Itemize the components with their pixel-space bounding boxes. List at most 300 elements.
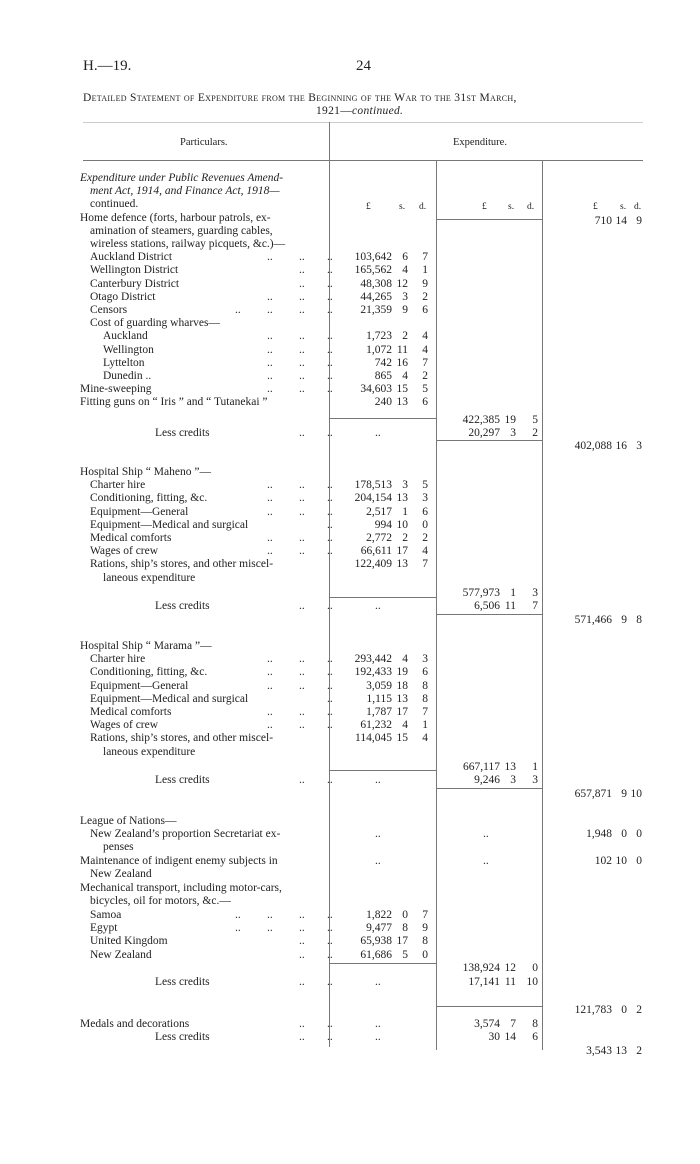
- particulars-row: Lyttelton: [103, 356, 145, 369]
- page-number: 24: [356, 58, 371, 74]
- leader-dots: ..: [299, 304, 305, 316]
- leader-dots: ..: [299, 492, 305, 505]
- carried-total-pounds: 710: [594, 215, 612, 227]
- maheno-item-amount-shillings: 17: [396, 545, 408, 558]
- leader-dots: ..: [267, 356, 273, 369]
- maheno-item-amount-pounds: 178,513: [354, 479, 392, 492]
- home-defence-credits-shillings: 3: [510, 427, 516, 439]
- marama-item: Equipment—Medical and surgical: [90, 692, 249, 705]
- transport-item-amount-pence: 9: [422, 922, 428, 935]
- transport-item-amount-shillings: 5: [402, 948, 408, 961]
- leader-dots: ..: [267, 909, 273, 921]
- amount-col1-pounds: 865: [374, 370, 392, 382]
- marama-item-amount-shillings: 17: [396, 706, 408, 718]
- leader-dots: ..: [299, 1018, 305, 1030]
- marama-item: Charter hire: [90, 653, 146, 666]
- amount-col1-shillings: 13: [396, 396, 408, 409]
- maheno-item-amount-pounds: 122,409: [354, 558, 392, 571]
- leader-dots: ..: [327, 706, 333, 718]
- leader-dots: ..: [299, 679, 305, 692]
- transport-item-amount-shillings: 8: [402, 922, 408, 935]
- leader-dots: ..: [299, 653, 305, 666]
- leader-dots: ..: [299, 774, 305, 786]
- amount-col1-pounds: 48,308: [360, 277, 392, 290]
- particulars-row: Cost of guarding wharves—: [90, 317, 220, 330]
- amount-col1-pence: 7: [422, 251, 428, 264]
- leader-dots: ..: [327, 935, 333, 948]
- medals-net-pounds: 3,543: [586, 1045, 612, 1057]
- leader-dots: ..: [327, 692, 333, 705]
- home-defence-total-pence: 5: [532, 414, 538, 426]
- amount-col1-pence: 6: [422, 396, 428, 409]
- marama-item-amount-pounds: 3,059: [366, 679, 392, 692]
- medals-amount-shillings: 7: [510, 1018, 516, 1030]
- leader-dots: ..: [267, 666, 273, 679]
- maheno-net-pence: 8: [636, 614, 642, 626]
- rule: [330, 963, 436, 964]
- marama-item-amount-pounds: 61,232: [360, 719, 392, 732]
- particulars-row: Auckland District: [90, 251, 173, 264]
- leader-dots: ..: [299, 976, 305, 988]
- leader-dots: ..: [327, 251, 333, 264]
- transport-credits-pounds: 17,141: [468, 976, 500, 988]
- maheno-item-amount-pence: 2: [422, 532, 428, 544]
- particulars-row: Censors: [90, 304, 128, 316]
- amount-col1-shillings: 4: [402, 264, 408, 277]
- maheno-net-pounds: 571,466: [574, 614, 612, 626]
- leader-dots: ..: [299, 330, 305, 343]
- home-defence-credits-pence: 2: [532, 427, 538, 439]
- amount-col1-shillings: 12: [396, 277, 408, 290]
- maheno-item-amount-shillings: 3: [402, 479, 408, 492]
- amount-col1-pounds: 21,359: [360, 304, 392, 316]
- marama-item: Wages of crew: [90, 719, 159, 732]
- marama-net-pence: 10: [630, 788, 642, 800]
- home-defence-total-shillings: 19: [504, 414, 516, 426]
- maheno-item: Equipment—Medical and surgical: [90, 518, 249, 531]
- leader-dots: ..: [483, 855, 489, 867]
- transport-item-amount-pence: 7: [422, 909, 428, 921]
- transport-net-pounds: 121,783: [574, 1004, 612, 1016]
- leader-dots: ..: [267, 719, 273, 732]
- maheno-total-pounds: 577,973: [462, 587, 500, 599]
- amount-col1-shillings: 2: [402, 330, 408, 343]
- medals-amount-pounds: 3,574: [474, 1018, 500, 1030]
- amount-col1-pence: 9: [422, 277, 428, 290]
- home-defence-net-shillings: 16: [615, 440, 627, 452]
- leader-dots: ..: [327, 600, 333, 612]
- leader-dots: ..: [327, 653, 333, 666]
- medals-credits-pence: 6: [532, 1031, 538, 1043]
- leader-dots: ..: [299, 479, 305, 492]
- marama-item: Conditioning, fitting, &c.: [90, 666, 208, 679]
- home-defence-total-pounds: 422,385: [462, 414, 500, 426]
- marama-item-amount-pence: 7: [422, 706, 428, 718]
- transport-total-shillings: 12: [504, 962, 516, 974]
- leader-dots: ..: [327, 948, 333, 961]
- rule: [330, 418, 436, 419]
- rule: [330, 597, 436, 598]
- marama-item-amount-shillings: 4: [402, 653, 408, 666]
- marama-item-amount-shillings: 15: [396, 732, 408, 745]
- particulars-row: Mine-sweeping: [80, 383, 152, 396]
- transport-item-amount-pounds: 1,822: [366, 909, 392, 921]
- marama-total-pounds: 667,117: [463, 761, 500, 773]
- home-defence-net-pounds: 402,088: [574, 440, 612, 452]
- transport-net-pence: 2: [636, 1004, 642, 1016]
- leader-dots: ..: [267, 706, 273, 718]
- leader-dots: ..: [235, 922, 241, 935]
- maheno-item: Wages of crew: [90, 545, 159, 558]
- rule: [330, 770, 436, 771]
- leader-dots: ..: [267, 479, 273, 492]
- maheno-item: Medical comforts: [90, 532, 172, 544]
- leader-dots: ..: [327, 922, 333, 935]
- leader-dots: ..: [267, 505, 273, 518]
- maheno-total-shillings: 1: [510, 587, 516, 599]
- leader-dots: ..: [267, 545, 273, 558]
- transport-total-pounds: 138,924: [462, 962, 500, 974]
- leader-dots: ..: [327, 370, 333, 382]
- medals-label: Medals and decorations: [80, 1018, 190, 1030]
- leader-dots: ..: [299, 922, 305, 935]
- particulars-row: Home defence (forts, harbour patrols, ex-: [80, 211, 271, 224]
- amount-col1-pounds: 34,603: [360, 383, 392, 396]
- transport-item: Egypt: [90, 922, 118, 935]
- maheno-item-amount-pence: 7: [422, 558, 428, 571]
- maheno-item: Conditioning, fitting, &c.: [90, 492, 208, 505]
- transport-item-amount-pounds: 65,938: [360, 935, 392, 948]
- marama-item-amount-pence: 4: [422, 732, 428, 745]
- leader-dots: ..: [267, 492, 273, 505]
- marama-item: laneous expenditure: [103, 745, 196, 758]
- maheno-item: Rations, ship’s stores, and other miscel-: [90, 558, 274, 571]
- marama-item-amount-pence: 6: [422, 666, 428, 679]
- leader-dots: ..: [483, 828, 489, 840]
- medals-credits-pounds: 30: [488, 1031, 500, 1043]
- maheno-item-amount-pence: 4: [422, 545, 428, 558]
- less-credits-label: Less credits: [155, 774, 210, 786]
- rule: [437, 788, 542, 789]
- transport-item: New Zealand: [90, 948, 152, 961]
- leader-dots: ..: [267, 343, 273, 356]
- leader-dots: ..: [327, 505, 333, 518]
- amount-col1-shillings: 9: [402, 304, 408, 316]
- particulars-row: Fitting guns on “ Iris ” and “ Tutanekai ”: [80, 396, 268, 409]
- transport-net-shillings: 0: [621, 1004, 627, 1016]
- leader-dots: ..: [327, 304, 333, 316]
- maheno-item: laneous expenditure: [103, 571, 196, 584]
- rule: [437, 1006, 542, 1007]
- carried-total-pence: 9: [636, 215, 642, 227]
- leader-dots: ..: [299, 545, 305, 558]
- marama-item-amount-shillings: 13: [396, 692, 408, 705]
- amount-col1-pounds: 1,723: [366, 330, 392, 343]
- leader-dots: ..: [327, 679, 333, 692]
- maheno-item-amount-shillings: 13: [396, 492, 408, 505]
- amount-col1-shillings: 15: [396, 383, 408, 396]
- maheno-total-pence: 3: [532, 587, 538, 599]
- marama-item: Equipment—General: [90, 679, 189, 692]
- leader-dots: ..: [299, 948, 305, 961]
- marama-item-amount-pounds: 114,045: [355, 732, 392, 745]
- unit-shilling-col1: s.: [399, 202, 406, 212]
- column-header-particulars: Particulars.: [180, 137, 228, 148]
- amount-col1-shillings: 4: [402, 370, 408, 382]
- marama-item-amount-pence: 1: [422, 719, 428, 732]
- particulars-row: Canterbury District: [90, 277, 180, 290]
- amount-col1-shillings: 3: [402, 290, 408, 303]
- amount-col1-pounds: 742: [374, 356, 392, 369]
- leader-dots: ..: [299, 935, 305, 948]
- amount-col1-pounds: 44,265: [360, 290, 392, 303]
- maheno-credits-shillings: 11: [504, 600, 516, 612]
- leader-dots: ..: [327, 518, 333, 531]
- leader-dots: ..: [299, 706, 305, 718]
- maheno-item: Charter hire: [90, 479, 146, 492]
- marama-credits-shillings: 3: [510, 774, 516, 786]
- leader-dots: ..: [327, 1018, 333, 1030]
- leader-dots: ..: [267, 532, 273, 544]
- league-amount-pounds: 1,948: [586, 828, 612, 840]
- leader-dots: ..: [327, 976, 333, 988]
- leader-dots: ..: [235, 304, 241, 316]
- amount-col1-pounds: 1,072: [366, 343, 392, 356]
- leader-dots: ..: [299, 600, 305, 612]
- leader-dots: ..: [299, 383, 305, 396]
- transport-item-amount-shillings: 0: [402, 909, 408, 921]
- statement-title-line2: 1921—continued.: [316, 105, 404, 117]
- transport-item-amount-pounds: 61,686: [360, 948, 392, 961]
- leader-dots: ..: [327, 330, 333, 343]
- leader-dots: ..: [299, 909, 305, 921]
- transport-item: United Kingdom: [90, 935, 168, 948]
- league-line: New Zealand’s proportion Secretariat ex-: [90, 828, 281, 840]
- leader-dots: ..: [327, 532, 333, 544]
- leader-dots: ..: [299, 1031, 305, 1043]
- unit-pound-col1: £: [366, 202, 371, 212]
- league-line: penses: [103, 841, 134, 853]
- maheno-item-amount-pence: 3: [422, 492, 428, 505]
- particulars-row: amination of steamers, guarding cables,: [90, 224, 273, 237]
- transport-item-amount-pence: 8: [422, 935, 428, 948]
- maheno-item-amount-pounds: 994: [374, 518, 392, 531]
- leader-dots: ..: [267, 922, 273, 935]
- marama-total-pence: 1: [532, 761, 538, 773]
- leader-dots: ..: [327, 427, 333, 439]
- leader-dots: ..: [375, 976, 381, 988]
- maheno-net-shillings: 9: [621, 614, 627, 626]
- leader-dots: ..: [327, 545, 333, 558]
- leader-dots: ..: [267, 304, 273, 316]
- marama-item-amount-pounds: 1,115: [366, 692, 392, 705]
- indigent-line: New Zealand: [90, 868, 152, 880]
- maheno-item-amount-pence: 5: [422, 479, 428, 492]
- transport-item-amount-shillings: 17: [396, 935, 408, 948]
- particulars-row: ment Act, 1914, and Finance Act, 1918—: [90, 185, 280, 198]
- leader-dots: ..: [267, 290, 273, 303]
- maheno-credits-pounds: 6,506: [474, 600, 500, 612]
- marama-item-amount-shillings: 19: [396, 666, 408, 679]
- less-credits-label: Less credits: [155, 1031, 210, 1043]
- marama-item-amount-pence: 3: [422, 653, 428, 666]
- rule: [437, 614, 542, 615]
- leader-dots: ..: [299, 277, 305, 290]
- unit-pence-col1: d.: [419, 202, 427, 212]
- leader-dots: ..: [375, 1018, 381, 1030]
- amount-col1-pence: 5: [422, 383, 428, 396]
- leader-dots: ..: [375, 828, 381, 840]
- unit-pound-col3: £: [593, 202, 598, 212]
- leader-dots: ..: [299, 356, 305, 369]
- marama-item-amount-pounds: 192,433: [354, 666, 392, 679]
- less-credits-label: Less credits: [155, 600, 210, 612]
- marama-credits-pence: 3: [532, 774, 538, 786]
- leader-dots: ..: [327, 774, 333, 786]
- leader-dots: ..: [299, 532, 305, 544]
- leader-dots: ..: [299, 290, 305, 303]
- rule: [437, 219, 542, 220]
- leader-dots: ..: [267, 370, 273, 382]
- marama-item-amount-pence: 8: [422, 692, 428, 705]
- marama-item: Medical comforts: [90, 706, 172, 718]
- rule: [437, 440, 542, 441]
- leader-dots: ..: [327, 479, 333, 492]
- carried-total-shillings: 14: [615, 215, 627, 227]
- amount-col1-pence: 4: [422, 330, 428, 343]
- leader-dots: ..: [267, 383, 273, 396]
- particulars-row: Wellington: [103, 343, 154, 356]
- leader-dots: ..: [299, 264, 305, 277]
- leader-dots: ..: [327, 1031, 333, 1043]
- leader-dots: ..: [327, 492, 333, 505]
- leader-dots: ..: [375, 427, 381, 439]
- leader-dots: ..: [327, 666, 333, 679]
- leader-dots: ..: [375, 855, 381, 867]
- transport-item: Samoa: [90, 909, 122, 921]
- unit-pence-col2: d.: [527, 202, 535, 212]
- leader-dots: ..: [327, 290, 333, 303]
- particulars-row: Otago District: [90, 290, 156, 303]
- marama-item: Rations, ship’s stores, and other miscel-: [90, 732, 274, 745]
- maheno-item-amount-pence: 0: [422, 518, 428, 531]
- leader-dots: ..: [327, 719, 333, 732]
- maheno-item-amount-pence: 6: [422, 505, 428, 518]
- amount-col1-pence: 2: [422, 290, 428, 303]
- column-header-expenditure: Expenditure.: [453, 137, 507, 148]
- medals-net-shillings: 13: [615, 1045, 627, 1057]
- maheno-item-amount-pounds: 2,517: [366, 505, 392, 518]
- particulars-row: Wellington District: [90, 264, 179, 277]
- transport-line: Mechanical transport, including motor-cars,: [80, 882, 282, 894]
- leader-dots: ..: [267, 330, 273, 343]
- indigent-amount-shillings: 10: [615, 855, 627, 867]
- leader-dots: ..: [299, 719, 305, 732]
- particulars-row: Auckland: [103, 330, 148, 343]
- amount-col1-pence: 4: [422, 343, 428, 356]
- marama-item-amount-shillings: 4: [402, 719, 408, 732]
- leader-dots: ..: [375, 774, 381, 786]
- league-amount-shillings: 0: [621, 828, 627, 840]
- leader-dots: ..: [327, 343, 333, 356]
- less-credits-label: Less credits: [155, 976, 210, 988]
- statement-title: Detailed Statement of Expenditure from the Beginning of the War to the 31st March,: [83, 92, 517, 104]
- leader-dots: ..: [375, 600, 381, 612]
- amount-col1-shillings: 16: [396, 356, 408, 369]
- indigent-line: Maintenance of indigent enemy subjects in: [80, 855, 278, 867]
- marama-credits-pounds: 9,246: [474, 774, 500, 786]
- amount-col1-pounds: 240: [374, 396, 392, 409]
- maheno-item-amount-pounds: 2,772: [366, 532, 392, 544]
- medals-amount-pence: 8: [532, 1018, 538, 1030]
- transport-line: bicycles, oil for motors, &c.—: [90, 895, 231, 907]
- marama-net-shillings: 9: [621, 788, 627, 800]
- particulars-row: wireless stations, railway picquets, &c.)—: [90, 238, 286, 250]
- maheno-title: Hospital Ship “ Maheno ”—: [80, 466, 211, 478]
- maheno-credits-pence: 7: [532, 600, 538, 612]
- amount-col1-pounds: 103,642: [354, 251, 392, 264]
- transport-total-pence: 0: [532, 962, 538, 974]
- leader-dots: ..: [299, 666, 305, 679]
- particulars-row: Dunedin ..: [103, 370, 152, 382]
- amount-col1-pence: 1: [422, 264, 428, 277]
- indigent-amount-pounds: 102: [594, 855, 612, 867]
- leader-dots: ..: [299, 370, 305, 382]
- document-reference: H.—19.: [83, 58, 132, 74]
- amount-col1-pence: 7: [422, 356, 428, 369]
- unit-shilling-col3: s.: [620, 202, 627, 212]
- maheno-item-amount-pounds: 66,611: [360, 545, 392, 558]
- maheno-item-amount-shillings: 1: [402, 505, 408, 518]
- medals-net-pence: 2: [636, 1045, 642, 1057]
- leader-dots: ..: [267, 653, 273, 666]
- maheno-item-amount-shillings: 13: [396, 558, 408, 571]
- leader-dots: ..: [267, 679, 273, 692]
- amount-col1-pence: 2: [422, 370, 428, 382]
- leader-dots: ..: [327, 356, 333, 369]
- leader-dots: ..: [375, 1031, 381, 1043]
- unit-shilling-col2: s.: [508, 202, 515, 212]
- transport-item-amount-pounds: 9,477: [366, 922, 392, 935]
- indigent-amount-pence: 0: [636, 855, 642, 867]
- transport-credits-pence: 10: [526, 976, 538, 988]
- leader-dots: ..: [327, 277, 333, 290]
- leader-dots: ..: [267, 251, 273, 264]
- amount-col1-pounds: 165,562: [354, 264, 392, 277]
- leader-dots: ..: [327, 383, 333, 396]
- amount-col1-shillings: 6: [402, 251, 408, 264]
- maheno-item-amount-shillings: 10: [396, 518, 408, 531]
- unit-pence-col3: d.: [634, 202, 642, 212]
- home-defence-net-pence: 3: [636, 440, 642, 452]
- amount-col1-pence: 6: [422, 304, 428, 316]
- marama-item-amount-shillings: 18: [396, 679, 408, 692]
- home-defence-credits-pounds: 20,297: [468, 427, 500, 439]
- maheno-item: Equipment—General: [90, 505, 189, 518]
- leader-dots: ..: [327, 909, 333, 921]
- transport-credits-shillings: 11: [504, 976, 516, 988]
- less-credits-label: Less credits: [155, 427, 210, 439]
- maheno-item-amount-shillings: 2: [402, 532, 408, 544]
- league-title: League of Nations—: [80, 815, 177, 827]
- medals-credits-shillings: 14: [504, 1031, 516, 1043]
- transport-item-amount-pence: 0: [422, 948, 428, 961]
- leader-dots: ..: [299, 251, 305, 264]
- leader-dots: ..: [327, 264, 333, 277]
- marama-item-amount-pounds: 1,787: [366, 706, 392, 718]
- leader-dots: ..: [299, 343, 305, 356]
- particulars-row: continued.: [90, 198, 139, 211]
